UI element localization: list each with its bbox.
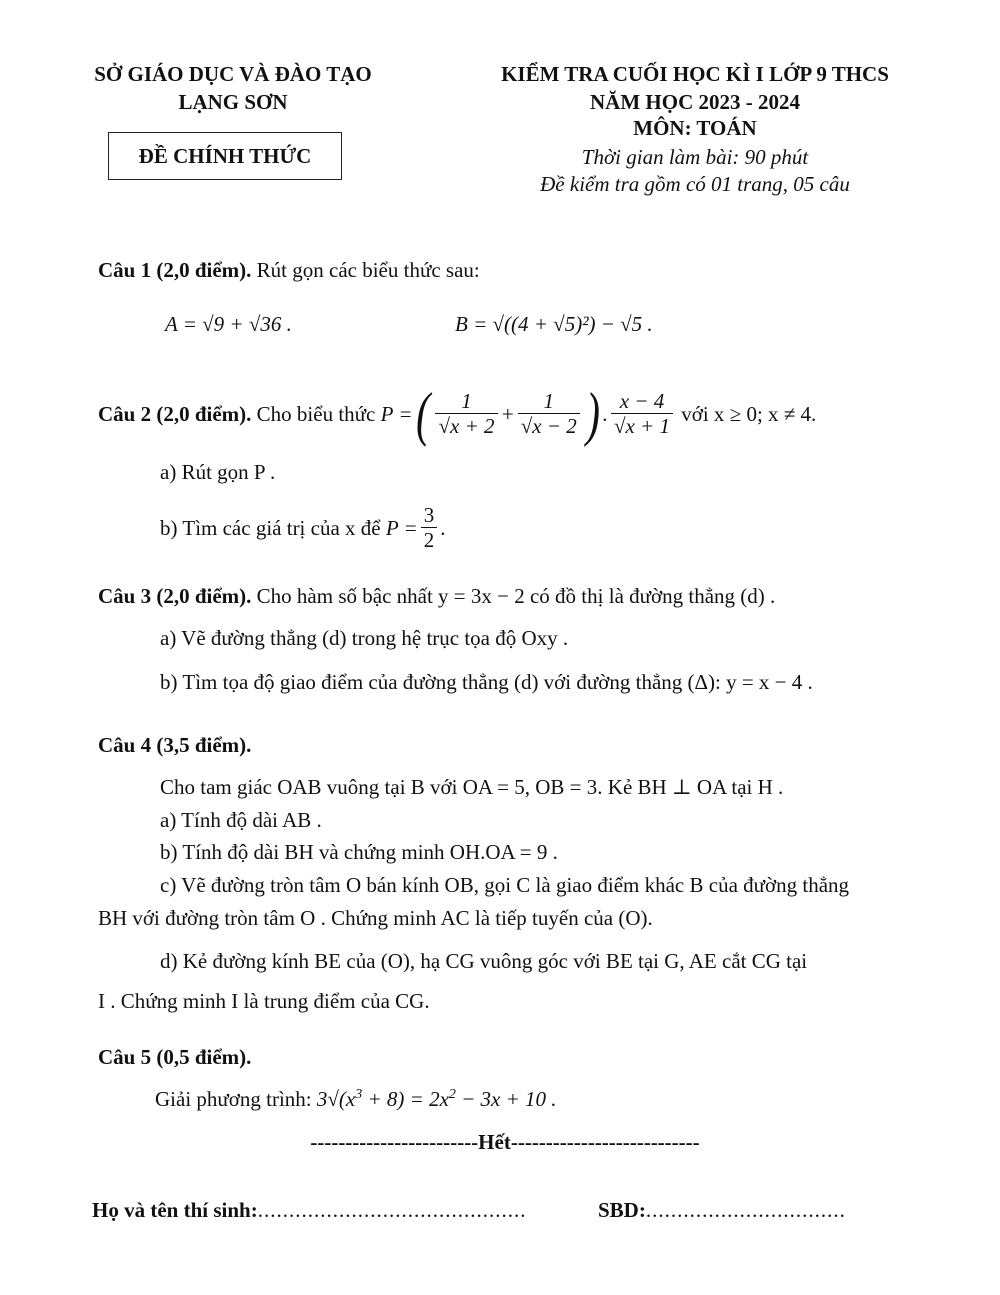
expression-b: B = √((4 + √5)²) − √5 . bbox=[455, 312, 653, 336]
department-name: SỞ GIÁO DỤC VÀ ĐÀO TẠO bbox=[94, 62, 372, 86]
exam-time: Thời gian làm bài: 90 phút bbox=[581, 145, 809, 169]
question-3-title: Câu 3 (2,0 điểm). bbox=[98, 584, 252, 608]
school-year: NĂM HỌC 2023 - 2024 bbox=[590, 90, 800, 114]
question-5-title: Câu 5 (0,5 điểm). bbox=[98, 1045, 252, 1069]
question-4-part-d-line1: d) Kẻ đường kính BE của (O), hạ CG vuông góc với BE tại G, AE cắt CG tại bbox=[160, 949, 808, 973]
candidate-name-label: Họ và tên thí sinh: bbox=[92, 1198, 258, 1222]
question-3-text: Cho hàm số bậc nhất y = 3x − 2 có đồ thị là đường thẳng (d) . bbox=[251, 584, 776, 608]
candidate-number-dots: ................................ bbox=[645, 1198, 846, 1222]
question-2-text: Cho biểu thức bbox=[251, 401, 381, 426]
candidate-name-field bbox=[92, 1198, 526, 1223]
question-4-intro: Cho tam giác OAB vuông tại B với OA = 5, OB = 3. Kẻ BH ⊥ OA tại H . bbox=[160, 775, 784, 799]
question-2-part-b-text: b) Tìm các giá trị của x để bbox=[160, 515, 386, 540]
question-1-text: Rút gọn các biểu thức sau: bbox=[251, 258, 480, 282]
candidate-number-field bbox=[598, 1198, 846, 1223]
expression-a: A = √9 + √36 . bbox=[165, 312, 292, 336]
question-1-title: Câu 1 (2,0 điểm). bbox=[98, 258, 252, 282]
end-mark: ------------------------Hết--------------------------- bbox=[310, 1130, 700, 1154]
question-2-title: Câu 2 (2,0 điểm). bbox=[98, 401, 252, 426]
question-4-title: Câu 4 (3,5 điểm). bbox=[98, 733, 252, 757]
subject: MÔN: TOÁN bbox=[633, 116, 757, 140]
question-4-part-a: a) Tính độ dài AB . bbox=[160, 808, 322, 832]
exam-title: KIỂM TRA CUỐI HỌC KÌ I LỚP 9 THCS bbox=[501, 62, 889, 86]
question-5-equation-line bbox=[155, 1082, 557, 1116]
question-3 bbox=[98, 584, 775, 609]
candidate-number-label: SBD: bbox=[598, 1198, 646, 1222]
question-5-text: Giải phương trình: bbox=[155, 1086, 317, 1111]
province-name: LẠNG SƠN bbox=[178, 90, 288, 114]
official-label-box bbox=[108, 132, 342, 180]
question-4-part-c-line1: c) Vẽ đường tròn tâm O bán kính OB, gọi C là giao điểm khác B của đường thẳng bbox=[160, 873, 850, 897]
candidate-name-dots: ........................................... bbox=[257, 1198, 527, 1222]
question-2-part-a: a) Rút gọn P . bbox=[160, 460, 276, 484]
pages-info: Đề kiểm tra gồm có 01 trang, 05 câu bbox=[540, 172, 850, 196]
question-4-part-b: b) Tính độ dài BH và chứng minh OH.OA = 9 . bbox=[160, 840, 558, 864]
question-3-part-a: a) Vẽ đường thẳng (d) trong hệ trục tọa độ Oxy . bbox=[160, 626, 569, 650]
question-1 bbox=[98, 258, 480, 283]
question-4-part-c-line2: BH với đường tròn tâm O . Chứng minh AC là tiếp tuyến của (O). bbox=[98, 906, 653, 930]
question-3-part-b: b) Tìm tọa độ giao điểm của đường thẳng (d) với đường thẳng (Δ): y = x − 4 . bbox=[160, 670, 813, 694]
expression-p: P = ( $\frac{1}{√x + 2}$ + $\frac{1}{√x - 2}$ ) . $\frac{x - 4}{√x + 1}$ bbox=[381, 384, 676, 444]
question-2-part-b: b) Tìm các giá trị của x để P = $\frac{3}{2}$ . bbox=[160, 502, 446, 552]
question-2-condition: với x ≥ 0; x ≠ 4. bbox=[675, 401, 817, 426]
equation: $3√(x^3 + 8) = 2x^2 - 3x + 10$ . bbox=[316, 1086, 557, 1111]
question-4-part-d-line2: I . Chứng minh I là trung điểm của CG. bbox=[98, 989, 430, 1013]
official-label: ĐỀ CHÍNH THỨC bbox=[138, 143, 312, 168]
question-2 bbox=[98, 382, 816, 446]
